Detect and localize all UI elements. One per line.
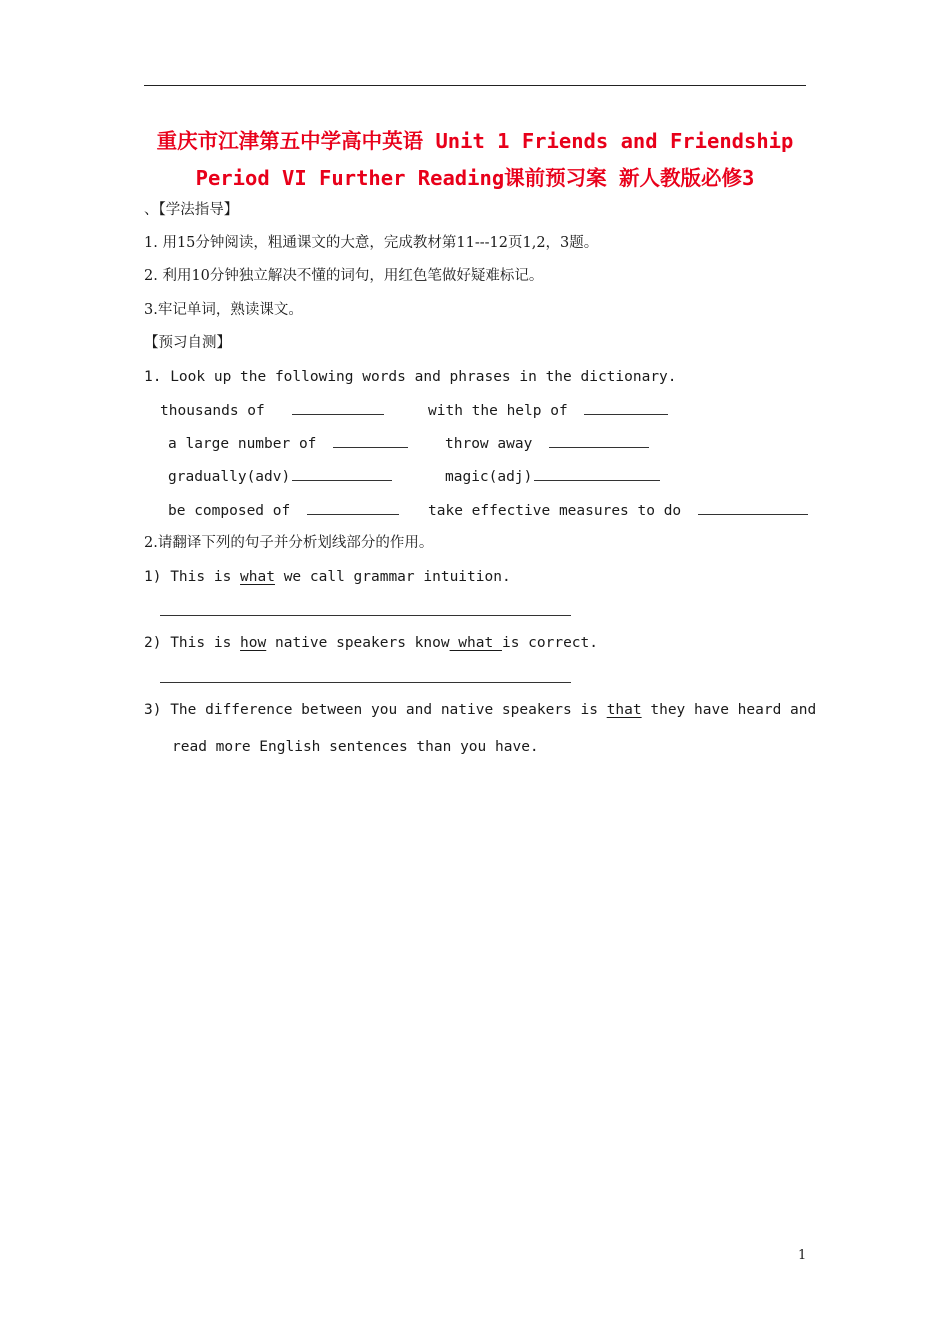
sentence-text: This is [170, 569, 241, 585]
answer-blank[interactable] [698, 500, 808, 515]
answer-blank[interactable] [584, 400, 668, 415]
sentence-text: we call grammar intuition. [274, 569, 511, 585]
sentence-2 [144, 633, 598, 653]
sentence-1 [144, 567, 511, 587]
phrase-item [428, 400, 668, 421]
answer-blank[interactable] [292, 400, 384, 415]
phrase-label: with the help of [428, 403, 568, 419]
underlined-word: that [606, 702, 642, 718]
study-guide-item-1: 1. 用15分钟阅读，粗通课文的大意，完成教材第11---12页1,2，3题。 [144, 235, 599, 251]
sentence-number: 2) [144, 635, 162, 651]
answer-blank[interactable] [534, 466, 660, 481]
answer-blank[interactable] [549, 433, 649, 448]
document-title-line-1: 重庆市江津第五中学高中英语 Unit 1 Friends and Friendship [156, 129, 794, 153]
sentence-3 [144, 700, 817, 720]
phrase-label: magic(adj) [445, 469, 533, 485]
answer-line[interactable] [160, 682, 571, 683]
answer-blank[interactable] [333, 433, 408, 448]
phrase-item [168, 466, 392, 487]
section-heading-study-guide: 、【学法指导】 [144, 202, 239, 218]
sentence-text: they have heard and [641, 702, 817, 718]
sentence-text: The difference between you and native speakers is [170, 702, 607, 718]
phrase-label: take effective measures to do [428, 503, 682, 519]
phrase-item [168, 433, 408, 454]
phrase-label: be composed of [168, 503, 291, 519]
study-guide-item-2: 2. 利用10分钟独立解决不懂的词句，用红色笔做好疑难标记。 [144, 268, 544, 284]
study-guide-item-3: 3.牢记单词，熟读课文。 [144, 302, 303, 318]
phrase-item [445, 466, 660, 487]
header-rule [144, 85, 806, 86]
sentence-number: 3) [144, 702, 162, 718]
sentence-text: This is [170, 635, 241, 651]
underlined-word: how [240, 635, 267, 651]
answer-line[interactable] [160, 615, 571, 616]
phrase-label: a large number of [168, 436, 317, 452]
underlined-word: what [449, 635, 502, 651]
sentence-text: native speakers know [266, 635, 450, 651]
phrase-item [445, 433, 649, 454]
underlined-word: what [240, 569, 275, 585]
phrase-item [428, 500, 808, 521]
phrase-item [168, 500, 399, 521]
answer-blank[interactable] [307, 500, 399, 515]
phrase-label: gradually(adv) [168, 469, 291, 485]
section-heading-self-test: 【预习自测】 [144, 335, 231, 351]
document-title-line-2: Period VI Further Reading课前预习案 新人教版必修3 [195, 166, 755, 190]
sentence-3-continued: read more English sentences than you have. [172, 739, 539, 755]
question-1-intro: 1. Look up the following words and phrases in the dictionary. [144, 369, 677, 385]
answer-blank[interactable] [292, 466, 392, 481]
sentence-number: 1) [144, 569, 162, 585]
phrase-item [160, 400, 384, 421]
page-number: 1 [798, 1248, 807, 1263]
question-2-intro: 2.请翻译下列的句子并分析划线部分的作用。 [144, 535, 434, 551]
phrase-label: throw away [445, 436, 533, 452]
phrase-label: thousands of [160, 403, 265, 419]
sentence-text: is correct. [501, 635, 598, 651]
